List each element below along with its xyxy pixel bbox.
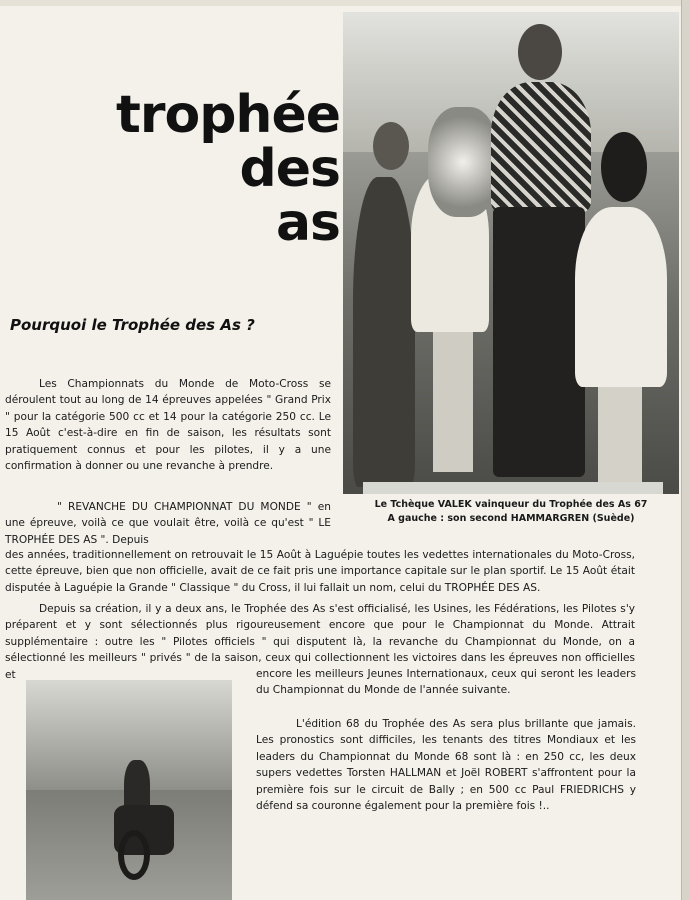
page-right-edge bbox=[681, 0, 690, 900]
article-paragraph-3: Depuis sa création, il y a deux ans, le Trophée des As s'est officialisé, les Usines, les Fédérations, les Pilotes s'y préparent et y sont sélectionnés plus rigoureusement encore que pour le Championnat du Monde. Attrait supplémentaire : outre les " Pilotes officiels " qui disputent là, la revanche du Championnat du Monde, on a sélectionné les meilleurs " privés " de la saison, ceux qui collectionnent les victoires dans les épreuves non officielles et bbox=[5, 603, 635, 681]
photo-legs-girl bbox=[433, 332, 473, 472]
caption-line-2: A gauche : son second HAMMARGREN (Suède) bbox=[387, 513, 635, 524]
photo-figure-winner-shirt bbox=[491, 82, 591, 212]
article-paragraph-3-end: encore les meilleurs Jeunes Internationaux, ceux qui seront les leaders du Championnat du Monde de l'année suivante. bbox=[256, 668, 636, 697]
photo-head-girl-right bbox=[601, 132, 647, 202]
article-paragraph-4: L'édition 68 du Trophée des As sera plus brillante que jamais. Les pronostics sont difficiles, les tenants des titres Mondiaux et les leaders du Championnat du Monde 68 sont là : en 250 cc, les deux supers vedettes Torsten HALLMAN et Joël ROBERT s'affrontent pour la première fois sur le circuit de Bally ; en 500 cc Paul FRIEDRICHS y défend sa couronne également pour la première fois !.. bbox=[256, 718, 636, 813]
photo-flowers bbox=[428, 107, 498, 217]
podium-photo bbox=[343, 12, 679, 494]
article-paragraph-1: Les Championnats du Monde de Moto-Cross se déroulent tout au long de 14 épreuves appelées " Grand Prix " pour la catégorie 500 cc et 14 pour la catégorie 250 cc. Le 15 Août c'est-à-dire en fin de saison, les résultats sont pratiquement connus et pour les pilotes, il y a une confirmation à donner ou une revanche à prendre. bbox=[5, 378, 331, 473]
page-top-edge bbox=[0, 0, 690, 6]
article-paragraph-2-end: des années, traditionnellement on retrouvait le 15 Août à Laguépie toutes les vedettes internationales du Moto-Cross, cette épreuve, bien que non officielle, avait de ce fait pris une importance capitale sur le plan sportif. Le 15 Août était disputée à Laguépie la Grande " Classique " du Cross, il lui fallait un nom, celui du TROPHÉE DES AS. bbox=[5, 549, 635, 594]
motocross-rider-photo bbox=[26, 680, 232, 900]
photo-figure-left bbox=[353, 177, 415, 487]
title-line-1: trophée bbox=[115, 85, 340, 145]
photo-figure-winner-trousers bbox=[493, 207, 585, 477]
photo-figure-girl-right bbox=[575, 207, 667, 387]
title-line-3: as bbox=[275, 193, 340, 253]
photo-podium bbox=[363, 482, 663, 494]
article-paragraph-2-start: " REVANCHE DU CHAMPIONNAT DU MONDE " en une épreuve, voilà ce que voulait être, voilà ce qu'est " LE TROPHÉE DES AS ". Depuis bbox=[5, 501, 331, 546]
photo-head-winner bbox=[518, 24, 562, 80]
photo-wheel bbox=[118, 830, 150, 880]
page-title bbox=[115, 85, 340, 253]
section-heading: Pourquoi le Trophée des As ? bbox=[10, 316, 255, 334]
photo-head-left bbox=[373, 122, 409, 170]
photo-caption bbox=[343, 498, 679, 526]
caption-line-1: Le Tchèque VALEK vainqueur du Trophée des As 67 bbox=[374, 499, 648, 510]
title-line-2: des bbox=[239, 139, 340, 199]
photo-legs-girl-right bbox=[598, 387, 642, 487]
